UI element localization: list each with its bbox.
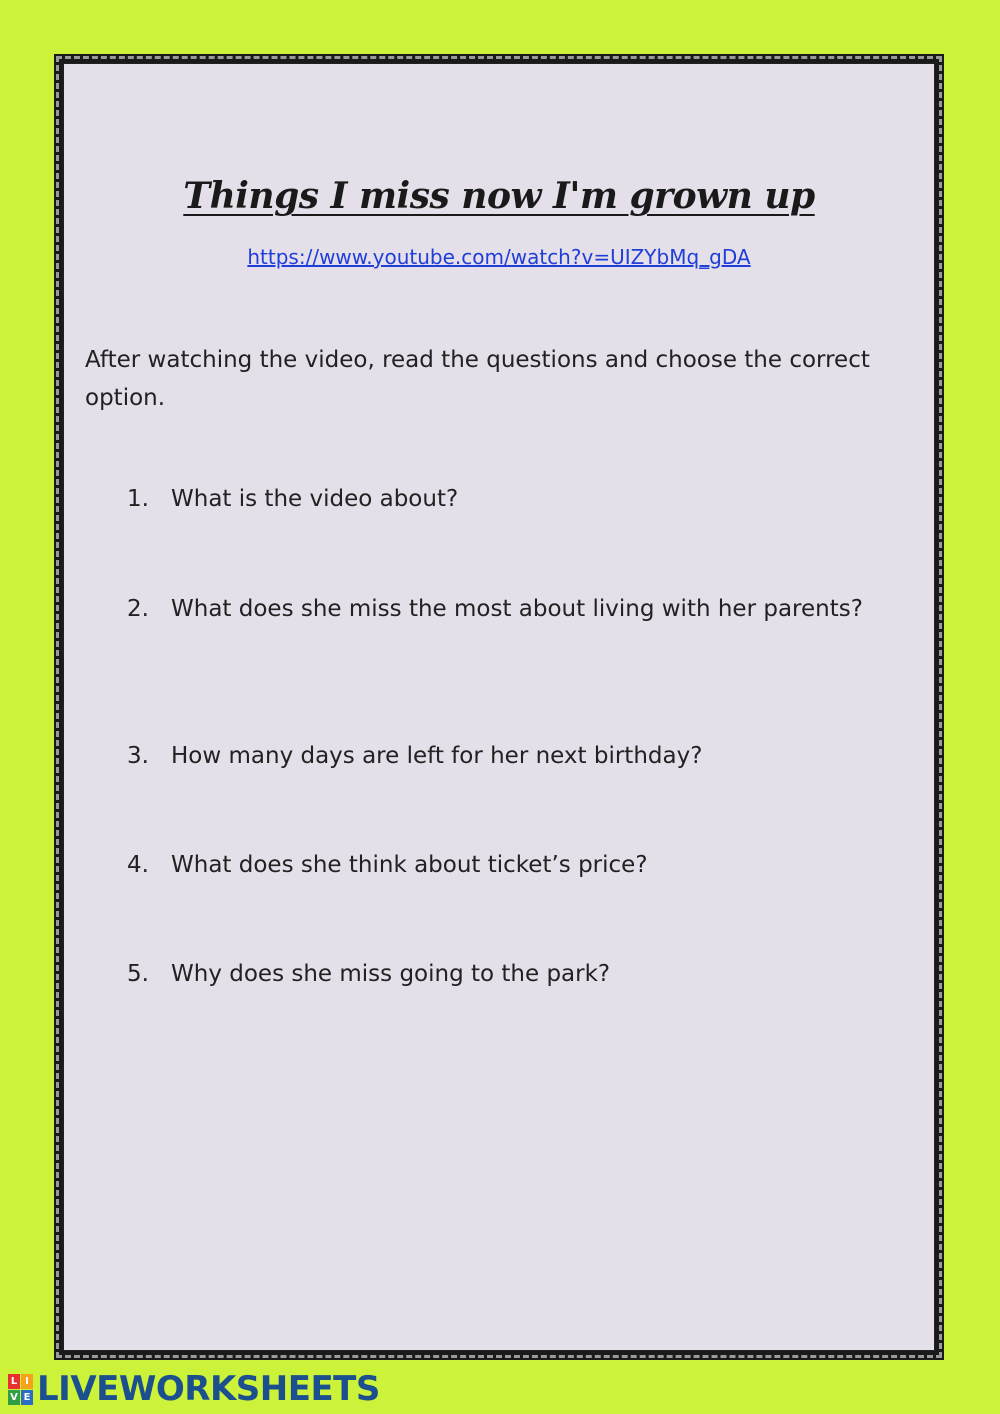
question-text: What does she miss the most about living with her parents? [171, 596, 863, 622]
question-item [127, 481, 887, 517]
logo-letter-2: I [21, 1374, 33, 1389]
question-item [127, 738, 887, 774]
question-text: What does she think about ticket’s price? [171, 852, 648, 878]
logo-letter-4: E [21, 1390, 33, 1405]
question-item [127, 591, 887, 627]
video-link[interactable]: https://www.youtube.com/watch?v=UIZYbMq_gDA [247, 245, 751, 269]
instructions-text: After watching the video, read the questions and choose the correct option. [85, 347, 870, 411]
liveworksheets-icon [8, 1374, 33, 1405]
brand-name: LIVEWORKSHEETS [37, 1369, 380, 1409]
question-item [127, 847, 887, 883]
worksheet-title: Things I miss now I'm grown up [183, 175, 815, 217]
logo-letter-1: L [8, 1374, 20, 1389]
question-text: Why does she miss going to the park? [171, 961, 611, 987]
question-number: 5. [127, 961, 149, 987]
question-number: 4. [127, 852, 149, 878]
logo-letter-3: V [8, 1390, 20, 1405]
worksheet-page [54, 54, 944, 1360]
liveworksheets-logo[interactable] [8, 1369, 380, 1409]
question-number: 3. [127, 743, 149, 769]
question-number: 1. [127, 486, 149, 512]
question-text: How many days are left for her next birthday? [171, 743, 703, 769]
question-text: What is the video about? [171, 486, 459, 512]
question-item [127, 956, 887, 992]
question-number: 2. [127, 596, 149, 622]
